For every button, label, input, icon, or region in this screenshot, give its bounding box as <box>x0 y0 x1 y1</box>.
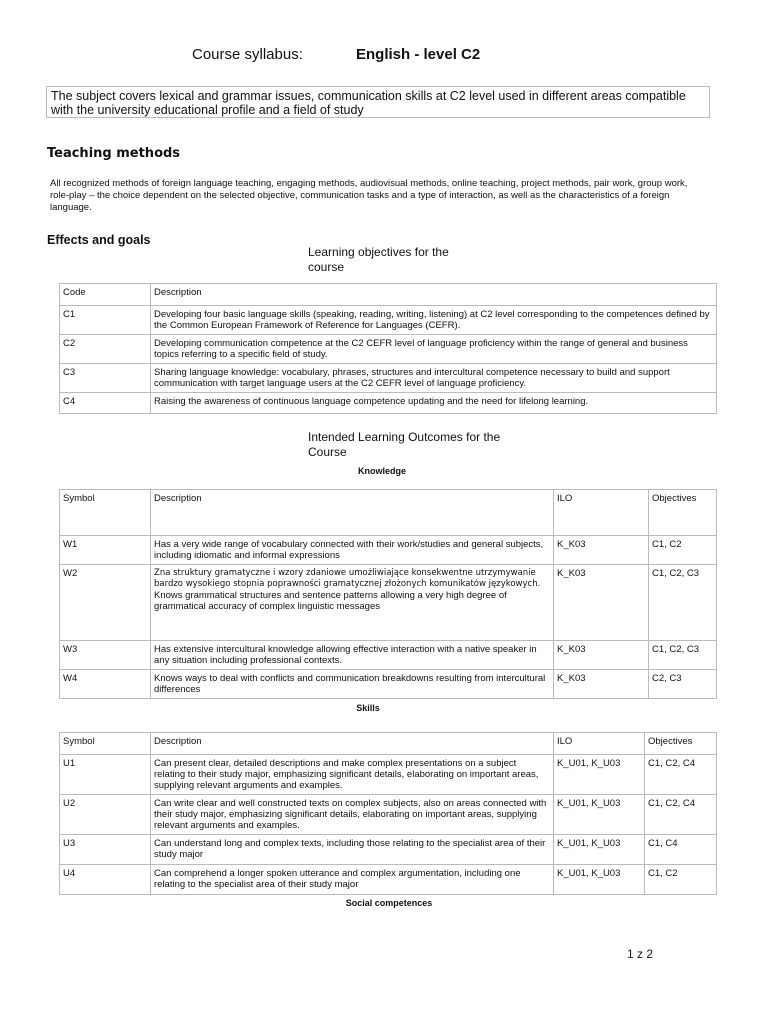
row-objectives: C1, C2, C3 <box>649 565 717 641</box>
row-description: Has a very wide range of vocabulary connected with their work/studies and general subjects, including idiomatic and informal expressions <box>151 536 554 565</box>
table-row <box>60 306 717 335</box>
row-ilo: K_U01, K_U03 <box>554 835 645 865</box>
row-ilo: K_K03 <box>554 641 649 670</box>
row-symbol: U1 <box>60 755 151 795</box>
table-row <box>60 670 717 699</box>
objective-code: C2 <box>60 335 151 364</box>
header-symbol: Symbol <box>60 490 151 536</box>
header-symbol: Symbol <box>60 733 151 755</box>
objective-code: C4 <box>60 393 151 414</box>
skills-table <box>59 732 717 895</box>
table-row <box>60 865 717 895</box>
table-row <box>60 795 717 835</box>
row-ilo: K_U01, K_U03 <box>554 795 645 835</box>
course-title: English - level C2 <box>356 46 481 63</box>
row-ilo: K_U01, K_U03 <box>554 755 645 795</box>
knowledge-caption: Knowledge <box>357 466 406 476</box>
learning-objectives-title: Learning objectives for the course <box>308 245 449 274</box>
knowledge-table <box>59 489 717 699</box>
row-objectives: C1, C2, C3 <box>649 641 717 670</box>
table-row <box>60 755 717 795</box>
table-row <box>60 565 717 641</box>
effects-goals-heading: Effects and goals <box>47 233 151 247</box>
row-description-english: Knows grammatical structures and sentence patterns allowing a very high degree of grammatical accuracy of complex linguistic messages <box>154 590 507 612</box>
row-description: Knows ways to deal with conflicts and communication breakdowns resulting from intercultural differences <box>151 670 554 699</box>
objective-description: Raising the awareness of continuous language competence updating and the need for lifelong learning. <box>151 393 717 414</box>
row-description: Can present clear, detailed descriptions and make complex presentations on a subject relating to their study major, emphasizing significant details, elaborating on important areas, supplying relevant arguments and examples. <box>151 755 554 795</box>
social-competences-caption: Social competences <box>345 898 433 908</box>
header-description: Description <box>151 733 554 755</box>
row-description: Can understand long and complex texts, including those relating to the specialist area of their study major <box>151 835 554 865</box>
row-objectives: C1, C4 <box>645 835 717 865</box>
header-description: Description <box>151 284 717 306</box>
header-objectives: Objectives <box>649 490 717 536</box>
header-description: Description <box>151 490 554 536</box>
header-ilo: ILO <box>554 490 649 536</box>
header-objectives: Objectives <box>645 733 717 755</box>
row-objectives: C1, C2 <box>649 536 717 565</box>
row-ilo: K_K03 <box>554 536 649 565</box>
row-ilo: K_K03 <box>554 565 649 641</box>
objectives-table <box>59 283 717 414</box>
table-row <box>60 536 717 565</box>
course-summary: The subject covers lexical and grammar issues, communication skills at C2 level used in different areas compatible with the university educational profile and a field of study <box>46 86 710 118</box>
row-symbol: W1 <box>60 536 151 565</box>
row-objectives: C2, C3 <box>649 670 717 699</box>
row-symbol: U3 <box>60 835 151 865</box>
row-description: Can comprehend a longer spoken utterance and complex argumentation, including one relating to the specialist area of their study major <box>151 865 554 895</box>
objective-code: C3 <box>60 364 151 393</box>
objective-description: Developing communication competence at the C2 CEFR level of language proficiency within the range of general and business topics referring to a specific field of study. <box>151 335 717 364</box>
row-objectives: C1, C2, C4 <box>645 795 717 835</box>
syllabus-label: Course syllabus: <box>192 46 303 63</box>
row-symbol: W2 <box>60 565 151 641</box>
row-symbol: W4 <box>60 670 151 699</box>
table-row <box>60 335 717 364</box>
header-ilo: ILO <box>554 733 645 755</box>
table-row <box>60 835 717 865</box>
row-description: Has extensive intercultural knowledge allowing effective interaction with a native speaker in any situation including professional contexts. <box>151 641 554 670</box>
row-description: Can write clear and well constructed texts on complex subjects, also on areas connected with their study major, emphasizing significant details, elaborating on important areas, supplying relevant arguments and examples. <box>151 795 554 835</box>
row-ilo: K_K03 <box>554 670 649 699</box>
table-row <box>60 393 717 414</box>
objective-code: C1 <box>60 306 151 335</box>
row-objectives: C1, C2, C4 <box>645 755 717 795</box>
objective-description: Developing four basic language skills (speaking, reading, writing, listening) at C2 level corresponding to the competences defined by the Common European Framework of Reference for Languages (CEFR). <box>151 306 717 335</box>
ilo-title: Intended Learning Outcomes for the Course <box>308 430 501 459</box>
row-ilo: K_U01, K_U03 <box>554 865 645 895</box>
teaching-methods-text: All recognized methods of foreign language teaching, engaging methods, audiovisual methods, online teaching, project methods, pair work, group work, role-play – the choice dependent on the selected objective, communication tasks and a type of interaction, as well as the characteristics of a foreign language. <box>50 178 688 213</box>
skills-caption: Skills <box>356 703 380 713</box>
table-row <box>60 364 717 393</box>
row-description-polish: Zna struktury gramatyczne i wzory zdaniowe umożliwiające konsekwentne utrzymywanie bardzo wysokiego stopnia poprawności gramatycznej złożonych komunikatów językowych. <box>154 568 541 589</box>
objective-description: Sharing language knowledge: vocabulary, phrases, structures and intercultural competence necessary to build and support communication with target language users at the C2 CEFR level of language proficiency. <box>151 364 717 393</box>
row-objectives: C1, C2 <box>645 865 717 895</box>
page-number: 1 z 2 <box>627 947 654 961</box>
header-code: Code <box>60 284 151 306</box>
row-symbol: U4 <box>60 865 151 895</box>
row-symbol: U2 <box>60 795 151 835</box>
teaching-methods-heading: Teaching methods <box>47 146 181 161</box>
row-symbol: W3 <box>60 641 151 670</box>
table-row <box>60 641 717 670</box>
row-description <box>151 565 554 641</box>
